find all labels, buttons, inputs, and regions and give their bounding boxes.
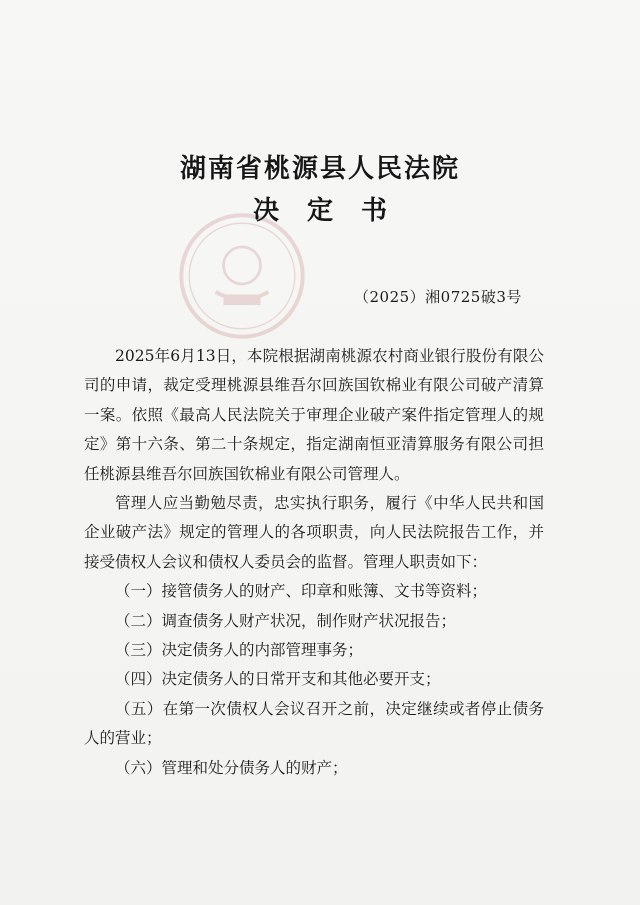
duty-item-6: （六）管理和处分债务人的财产； <box>115 758 348 777</box>
duty-item-2: （二）调查债务人财产状况，制作财产状况报告； <box>115 611 457 630</box>
court-seal-icon <box>176 210 308 342</box>
document-body <box>84 342 544 783</box>
document-type: 决定书 <box>252 196 415 226</box>
duty-item-5: （五）在第一次债权人会议召开之前，决定继续或者停止债务人的营业； <box>84 699 544 748</box>
court-name: 湖南省桃源县人民法院 <box>179 154 460 184</box>
duty-item-3: （三）决定债务人的内部管理事务； <box>115 641 364 660</box>
duty-item-4: （四）决定债务人的日常开支和其他必要开支； <box>115 670 441 689</box>
duty-item-1: （一）接管债务人的财产、印章和账簿、文书等资料； <box>115 582 488 601</box>
case-number: （2025）湘0725破3号 <box>354 288 522 306</box>
paragraph-duties-intro: 管理人应当勤勉尽责，忠实执行职务，履行《中华人民共和国企业破产法》规定的管理人的各项职责，向人民法院报告工作，并接受债权人会议和债权人委员会的监督。管理人职责如下： <box>84 494 544 571</box>
paragraph-appointment: 2025年6月13日，本院根据湖南桃源农村商业银行股份有限公司的申请，裁定受理桃源县维吾尔回族国钦棉业有限公司破产清算一案。依照《最高人民法院关于审理企业破产案件指定管理人的规定》第十六条、第二十条规定，指定湖南恒亚清算服务有限公司担任桃源县维吾尔回族国钦棉业有限公司管理人。 <box>84 347 544 483</box>
